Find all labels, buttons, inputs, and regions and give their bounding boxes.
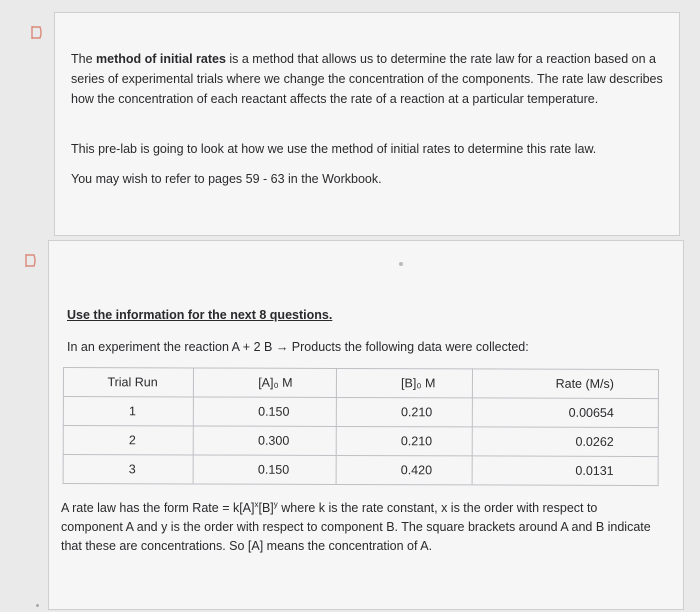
intro-bold-term: method of initial rates <box>96 52 226 66</box>
rate-law-paragraph: A rate law has the form Rate = $k[A]^x[B]^y$ where k is the rate constant, x is the order with respect to component A and y is the order with respect to component B. The square brackets around A and B indicate that these are concentrations. So [A] means the concentration of A. <box>61 500 651 554</box>
intro-card <box>54 12 680 236</box>
cell-b: 0.210 <box>336 397 472 426</box>
cell-b: 0.420 <box>336 455 472 484</box>
cell-trial: 1 <box>63 397 193 426</box>
cell-trial: 3 <box>63 455 193 484</box>
cell-a: 0.150 <box>194 397 337 426</box>
prelab-paragraph: This pre-lab is going to look at how we use the method of initial rates to determine this rate law. <box>71 142 597 156</box>
table-row <box>63 426 658 457</box>
cell-a: 0.150 <box>193 455 336 484</box>
flag-icon[interactable] <box>24 253 37 268</box>
cell-rate: 0.00654 <box>472 398 659 428</box>
table-row <box>63 455 658 486</box>
experiment-description: In an experiment the reaction A + 2 B → Products the following data were collected: <box>67 340 529 354</box>
question-card <box>48 240 684 610</box>
data-table <box>63 367 659 486</box>
cell-a: 0.300 <box>193 426 336 455</box>
header-b-conc: [B]₀ M <box>337 368 473 397</box>
cell-rate: 0.0262 <box>472 427 659 457</box>
header-trial-run: Trial Run <box>63 368 193 397</box>
table-row <box>63 397 658 428</box>
cell-b: 0.210 <box>336 426 472 455</box>
workbook-reference: You may wish to refer to pages 59 - 63 in the Workbook. <box>71 172 382 186</box>
header-a-conc: [A]₀ M <box>194 368 337 397</box>
intro-paragraph: The method of initial rates is a method that allows us to determine the rate law for a reaction based on a series of experimental trials where we change the concentration of the components. The rate law describes how the concentration of each reactant affects the rate of a reaction at a particular temperature. <box>71 52 663 106</box>
header-rate: Rate (M/s) <box>472 369 659 399</box>
flag-icon[interactable] <box>30 25 43 40</box>
table-header-row <box>63 368 658 399</box>
loading-dot <box>399 262 403 266</box>
cell-trial: 2 <box>63 426 193 455</box>
cell-rate: 0.0131 <box>472 456 659 486</box>
use-info-heading: Use the information for the next 8 questions. <box>67 308 333 322</box>
corner-dot <box>36 604 39 607</box>
